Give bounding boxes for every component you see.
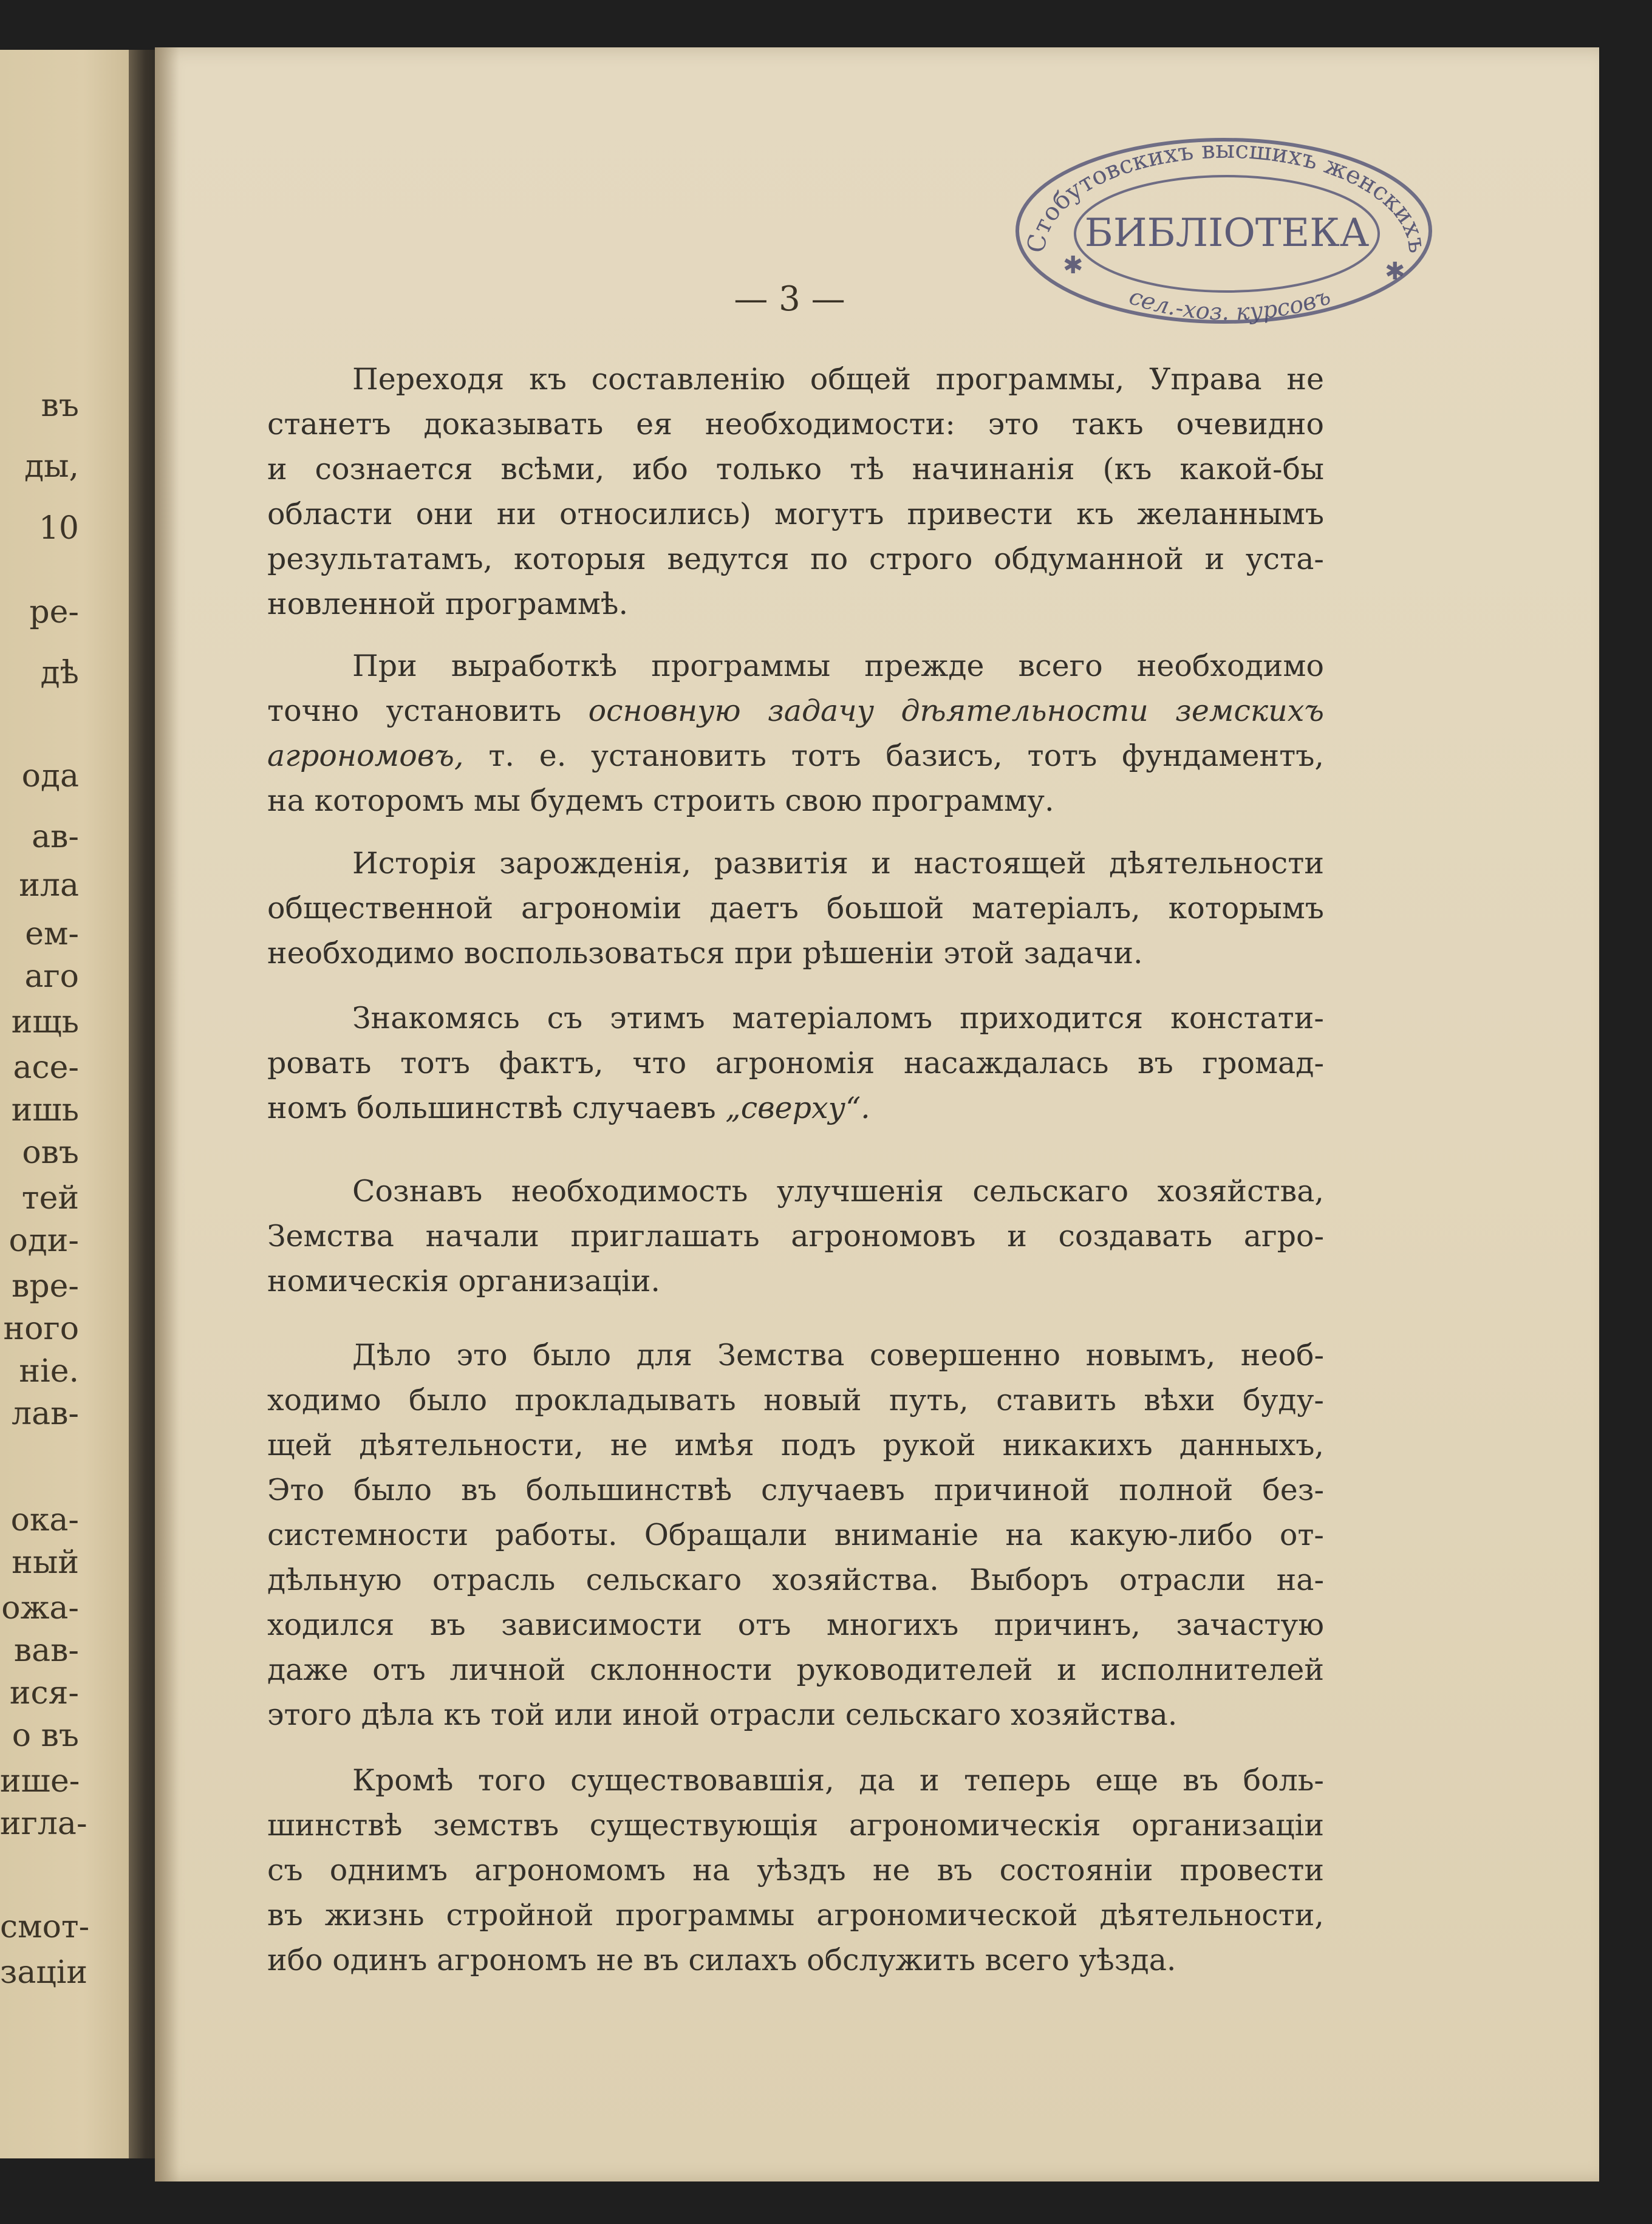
text-line: въ жизнь стройной программы агрономической дѣятельности, <box>267 1898 1324 1932</box>
text-line: на которомъ мы будемъ строить свою программу. <box>267 783 1054 818</box>
text-line: системности работы. Обращали вниманіе на какую-либо от- <box>267 1518 1324 1552</box>
left-fragment: аго <box>24 958 79 995</box>
text-line: номическія организаціи. <box>267 1264 660 1298</box>
text-line: области они ни относились) могутъ привести къ желаннымъ <box>267 497 1324 531</box>
page-fold-shadow <box>155 47 179 2181</box>
text-plain: номъ большинствѣ случаевъ <box>267 1091 716 1125</box>
paragraph-7 <box>267 1758 1324 1983</box>
text-line: ибо одинъ агрономъ не въ силахъ обслужить всего уѣзда. <box>267 1943 1176 1977</box>
text-emphasis: агрономовъ, <box>267 738 464 773</box>
library-stamp <box>996 131 1439 331</box>
text-line <box>267 1086 1324 1131</box>
left-fragment: асе- <box>13 1049 79 1086</box>
paragraph-1 <box>267 357 1324 627</box>
paragraph-6 <box>267 1333 1324 1738</box>
left-fragment: ода <box>21 758 79 794</box>
left-fragment: о въ <box>12 1717 79 1754</box>
text-line: Переходя къ составленію общей программы, Управа не <box>352 362 1324 397</box>
text-line: ходился въ зависимости отъ многихъ причинъ, зачастую <box>267 1608 1324 1642</box>
left-fragment: ного <box>3 1311 79 1347</box>
left-fragment: ока- <box>10 1502 79 1538</box>
text-line: Дѣло это было для Земства совершенно новымъ, необ- <box>352 1338 1324 1373</box>
text-line: Земства начали приглашать агрономовъ и создавать агро- <box>267 1219 1324 1254</box>
text-line: съ однимъ агрономомъ на уѣздъ не въ состояніи провести <box>267 1853 1324 1888</box>
left-fragment: ищь <box>11 1004 79 1040</box>
text-line: Кромѣ того существовавшія, да и теперь еще въ боль- <box>352 1763 1324 1798</box>
text-plain: т. е. установить тотъ базисъ, тотъ фундаментъ, <box>488 738 1324 773</box>
left-fragment: ніе. <box>19 1353 79 1390</box>
left-fragment: смот- <box>0 1909 90 1945</box>
text-line: дѣльную отрасль сельскаго хозяйства. Выборъ отрасли на- <box>267 1563 1324 1597</box>
left-fragment: ем- <box>25 916 79 952</box>
left-fragment: ре- <box>29 594 79 630</box>
text-line: При выработкѣ программы прежде всего необходимо <box>352 649 1324 683</box>
text-line: необходимо воспользоваться при рѣшеніи этой задачи. <box>267 936 1143 970</box>
left-fragment: тей <box>21 1180 79 1216</box>
left-fragment: игла- <box>0 1806 87 1842</box>
left-fragment: ила <box>19 867 79 904</box>
left-fragment: овъ <box>22 1134 79 1171</box>
text-line: станетъ доказывать ея необходимости: это такъ очевидно <box>267 407 1324 442</box>
text-line <box>267 734 1324 779</box>
text-line: Сознавъ необходимость улучшенія сельскаго хозяйства, <box>352 1174 1324 1209</box>
left-fragment: вав- <box>13 1632 79 1669</box>
text-line <box>267 689 1324 734</box>
page-number: — 3 — <box>734 279 845 319</box>
text-line: Знакомясь съ этимъ матеріаломъ приходится констати- <box>352 1001 1324 1035</box>
text-line: результатамъ, которыя ведутся по строго обдуманной и уста- <box>267 542 1324 576</box>
paragraph-2 <box>267 644 1324 824</box>
text-line: щей дѣятельности, не имѣя подъ рукой никакихъ данныхъ, <box>267 1428 1324 1462</box>
left-fragment: вре- <box>12 1268 79 1305</box>
text-emphasis: основную задачу дѣятельности земскихъ <box>588 694 1324 728</box>
text-line: новленной программѣ. <box>267 587 629 621</box>
left-fragment: лав- <box>12 1396 79 1432</box>
text-line: Исторія зарожденія, развитія и настоящей дѣятельности <box>352 846 1324 881</box>
left-fragment: ожа- <box>1 1590 79 1626</box>
left-fragment: оди- <box>9 1223 79 1259</box>
text-line: шинствѣ земствъ существующія агрономическія организаціи <box>267 1808 1324 1843</box>
paragraph-4 <box>267 996 1324 1131</box>
text-line: ходимо было прокладывать новый путь, ставить вѣхи буду- <box>267 1383 1324 1417</box>
left-fragment: ав- <box>32 819 79 855</box>
text-line: Это было въ большинствѣ случаевъ причиной полной без- <box>267 1473 1324 1507</box>
text-line: ровать тотъ фактъ, что агрономія насаждалась въ громад- <box>267 1046 1324 1080</box>
stamp-star-icon: ✱ <box>1063 251 1084 279</box>
text-line: общественной агрономіи даетъ боьшой матеріалъ, которымъ <box>267 891 1324 926</box>
left-facing-page <box>0 50 140 2158</box>
paragraph-3 <box>267 841 1324 976</box>
stamp-bottom-text: сел.-хоз. курсовъ <box>1125 282 1334 326</box>
left-fragment: ишь <box>11 1092 79 1128</box>
left-fragment: ды, <box>24 448 79 485</box>
text-line: этого дѣла къ той или иной отрасли сельскаго хозяйства. <box>267 1697 1178 1732</box>
paragraph-5 <box>267 1169 1324 1304</box>
text-line: и сознается всѣми, ибо только тѣ начинанія (къ какой-бы <box>267 452 1324 486</box>
left-fragment: ише- <box>0 1763 80 1799</box>
stamp-center-text: БИБЛІОТЕКА <box>1084 211 1370 256</box>
left-fragment: 10 <box>38 510 79 547</box>
stamp-top-text: Стобутовскихъ высшихъ женскихъ <box>1022 135 1432 255</box>
stamp-star-icon: ✱ <box>1385 258 1405 285</box>
left-fragment: ный <box>12 1544 79 1581</box>
left-fragment: ися- <box>9 1675 79 1711</box>
left-fragment: дѣ <box>40 655 79 691</box>
text-plain: точно установить <box>267 694 562 728</box>
left-fragment: заціи <box>0 1954 88 1991</box>
text-emphasis: „сверху“. <box>725 1091 870 1125</box>
left-fragment: въ <box>41 387 79 424</box>
text-line: даже отъ личной склонности руководителей и исполнителей <box>267 1653 1324 1687</box>
